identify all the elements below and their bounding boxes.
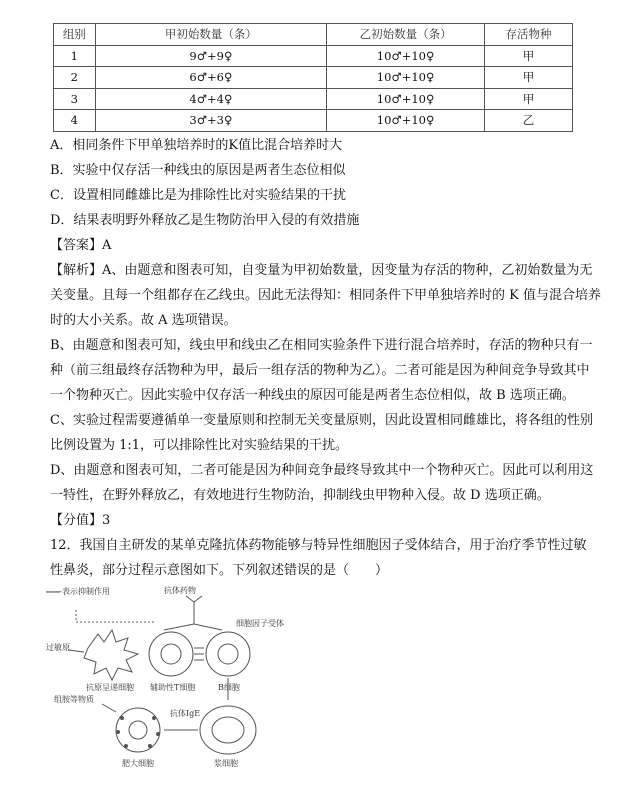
- analysis-line: D、由题意和图表可知，二者可能是因为种间竞争最终导致其中一个物种灭亡。因此可以利用这: [50, 463, 594, 478]
- diagram-legend: ——表示抑制作用: [46, 587, 110, 596]
- immune-process-diagram: [46, 582, 336, 777]
- analysis-line: 关变量。且每一个组都存在乙线虫。因此无法得知：相同条件下甲单独培养时的 K 值与混合培养: [50, 288, 601, 303]
- table-cell: 甲: [484, 45, 572, 67]
- table-cell: 10♂+10♀: [327, 88, 485, 110]
- table-cell: 10♂+10♀: [327, 45, 485, 67]
- option-b: B．实验中仅存活一种线虫的原因是两者生态位相似: [50, 163, 346, 178]
- table-cell: 2: [54, 67, 96, 89]
- label-allergen: 过敏原: [46, 643, 70, 652]
- label-helper-t: 辅助性T细胞: [150, 683, 196, 692]
- table-row: [54, 45, 573, 67]
- analysis-line: 比例设置为 1:1，可以排除性比对实验结果的干扰。: [50, 438, 349, 453]
- table-row: [54, 88, 573, 110]
- analysis-line: 时的大小关系。故 A 选项错误。: [50, 313, 237, 328]
- question-12-line: 12．我国自主研发的某单克隆抗体药物能够与特异性细胞因子受体结合，用于治疗季节性过敏: [50, 538, 587, 553]
- label-mast-cell: 肥大细胞: [122, 759, 154, 768]
- table-header-cell: 存活物种: [484, 24, 572, 46]
- table-cell: 10♂+10♀: [327, 67, 485, 89]
- analysis-line: 种（前三组最终存活物种为甲，最后一组存活的物种为乙）。二者可能是因为种间竞争导致其中: [50, 363, 590, 378]
- apc-cell: [84, 630, 138, 680]
- option-c: C．设置相同雌雄比是为排除性比对实验结果的干扰: [50, 188, 346, 203]
- table-header-cell: 甲初始数量（条）: [95, 24, 327, 46]
- table-row: [54, 67, 573, 89]
- label-b-cell: B细胞: [218, 683, 240, 692]
- score-line: 【分值】3: [50, 513, 111, 528]
- diagram-drawing: [46, 582, 336, 777]
- label-apc: 抗原呈递细胞: [86, 683, 134, 692]
- label-plasma-cell: 浆细胞: [214, 759, 238, 768]
- option-a: A．相同条件下甲单独培养时的K值比混合培养时大: [50, 138, 343, 153]
- label-histamine: 组胺等物质: [54, 695, 94, 704]
- table-cell: 甲: [484, 67, 572, 89]
- plasma-cell: [200, 706, 256, 754]
- option-d: D．结果表明野外释放乙是生物防治甲入侵的有效措施: [50, 213, 360, 228]
- table-cell: 4: [54, 110, 96, 132]
- table-header-row: [54, 24, 573, 46]
- answer-line: 【答案】A: [50, 238, 112, 253]
- table-cell: 乙: [484, 110, 572, 132]
- label-cytokine-receptor: 细胞因子受体: [236, 619, 284, 628]
- table-header-cell: 乙初始数量（条）: [327, 24, 485, 46]
- table-cell: 6♂+6♀: [95, 67, 327, 89]
- analysis-line: 【解析】A、由题意和图表可知，自变量为甲初始数量，因变量为存活的物种，乙初始数量为无: [50, 263, 593, 278]
- table-row: [54, 110, 573, 132]
- experiment-table: [53, 23, 573, 132]
- mast-cell: [116, 708, 160, 752]
- table-cell: 4♂+4♀: [95, 88, 327, 110]
- label-ige: 抗体IgE: [170, 709, 201, 718]
- analysis-line: 一个物种灭亡。因此实验中仅存活一种线虫的原因可能是两者生态位相似，故 B 选项正确。: [50, 388, 575, 403]
- table-cell: 9♂+9♀: [95, 45, 327, 67]
- table-cell: 甲: [484, 88, 572, 110]
- analysis-line: 一特性，在野外释放乙，有效地进行生物防治，抑制线虫甲物种入侵。故 D 选项正确。: [50, 488, 550, 503]
- analysis-line: C、实验过程需要遵循单一变量原则和控制无关变量原则，因此设置相同雌雄比，将各组的性别: [50, 413, 593, 428]
- analysis-line: B、由题意和图表可知，线虫甲和线虫乙在相同实验条件下进行混合培养时，存活的物种只有一: [50, 338, 593, 353]
- table-cell: 3: [54, 88, 96, 110]
- label-antibody-drug: 抗体药物: [164, 586, 196, 595]
- table-cell: 1: [54, 45, 96, 67]
- helper-t-cell: [149, 632, 193, 676]
- table-cell: 10♂+10♀: [327, 110, 485, 132]
- b-cell: [206, 632, 250, 676]
- table-cell: 3♂+3♀: [95, 110, 327, 132]
- table-header-cell: 组别: [54, 24, 96, 46]
- question-12-line: 性鼻炎，部分过程示意图如下。下列叙述错误的是（ ）: [50, 563, 389, 578]
